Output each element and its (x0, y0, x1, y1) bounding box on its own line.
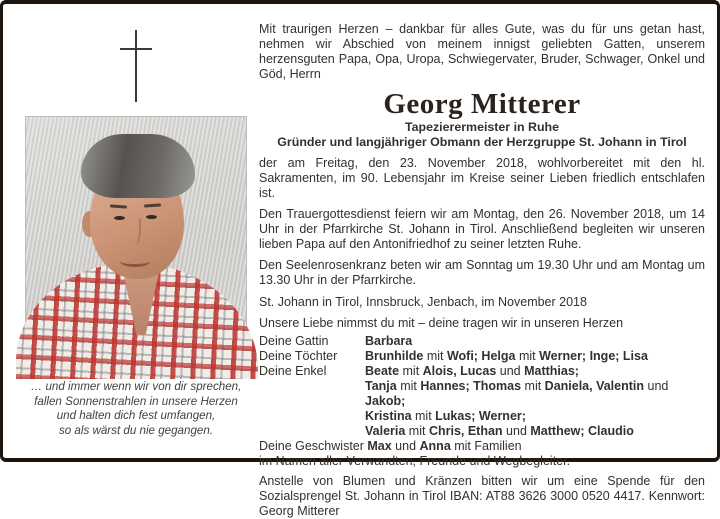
enkel-line: Beate mit Alois, Lucas und Matthias; (365, 364, 579, 379)
family-value-gattin: Barbara (365, 334, 413, 349)
portrait-eye-left (114, 216, 125, 220)
cross-icon (23, 20, 249, 114)
rosary-paragraph: Den Seelenrosenkranz beten wir am Sonntag um 19.30 Uhr und am Montag um 13.30 Uhr in der Pfarrkirche. (259, 258, 705, 288)
family-label-enkel: Deine Enkel (259, 364, 327, 379)
family-label-toechter: Deine Töchter (259, 349, 338, 364)
cross-icon-vertical-bar (135, 30, 137, 102)
dateline: St. Johann in Tirol, Innsbruck, Jenbach, im November 2018 (259, 295, 587, 310)
notice-text-column (259, 16, 705, 519)
left-column (23, 16, 249, 450)
family-row-gattin (259, 334, 705, 349)
family-row-geschwister: Deine Geschwister Max und Anna mit Familien (259, 439, 522, 454)
donation-paragraph: Anstelle von Blumen und Kränzen bitten wir um eine Spende für den Sozialsprengel St. Johann in Tirol IBAN: AT88 3626 3000 0520 4417. Kennwort: Georg Mitterer (259, 474, 705, 519)
poem-line: so als wärst du nie gegangen. (58, 423, 214, 437)
enkel-line: Valeria mit Chris, Ethan und Matthew; Claudio (365, 424, 634, 439)
family-value-toechter: Brunhilde mit Wofi; Helga mit Werner; Inge; Lisa (365, 349, 648, 364)
portrait-hair (81, 134, 195, 198)
memorial-poem (31, 380, 242, 438)
family-in-namen-line: im Namen aller Verwandten, Freunde und Wegbegleiter. (259, 454, 571, 469)
family-row-enkel (259, 364, 705, 439)
enkel-line: Tanja mit Hannes; Thomas mit Daniela, Valentin und Jakob; (365, 379, 669, 409)
death-paragraph: der am Freitag, den 23. November 2018, wohlvorbereitet mit den hl. Sakramenten, im 90. Lebensjahr im Kreise seiner Lieben friedlich entschlafen ist. (259, 156, 705, 201)
family-list (259, 334, 705, 469)
deceased-title-line-2: Gründer und langjähriger Obmann der Herzgruppe St. Johann in Tirol (277, 134, 687, 149)
portrait-photo (25, 116, 247, 372)
motto-line: Unsere Liebe nimmst du mit – deine tragen wir in unseren Herzen (259, 316, 624, 331)
enkel-line: Kristina mit Lukas; Werner; (365, 409, 526, 424)
poem-line: und halten dich fest umfangen, (56, 409, 216, 423)
intro-paragraph: Mit traurigen Herzen – dankbar für alles Gute, was du für uns getan hast, nehmen wir Abschied von meinem innigst geliebten Gatten, unserem herzensguten Papa, Opa, Uropa, Schwiegervater, Bruder, Schwager, Onkel und Göd, Herrn (259, 22, 705, 81)
family-value-enkel (365, 364, 705, 439)
poem-line: fallen Sonnenstrahlen in unsere Herzen (34, 394, 238, 408)
poem-line: … und immer wenn wir von dir sprechen, (30, 380, 242, 393)
portrait-mouth (120, 255, 150, 267)
funeral-service-paragraph: Den Trauergottesdienst feiern wir am Montag, den 26. November 2018, um 14 Uhr in der Pfarrkirche St. Johann in Tirol. Anschließend begleiten wir unseren lieben Papa auf den Antonifriedhof zu seiner letzten Ruhe. (259, 207, 705, 252)
family-row-toechter (259, 349, 705, 364)
deceased-name: Georg Mitterer (383, 88, 581, 120)
portrait-eye-right (146, 215, 157, 219)
cross-icon-horizontal-bar (120, 48, 152, 50)
deceased-title-line-1: Tapezierermeister in Ruhe (404, 120, 560, 134)
family-label-gattin: Deine Gattin (259, 334, 329, 349)
